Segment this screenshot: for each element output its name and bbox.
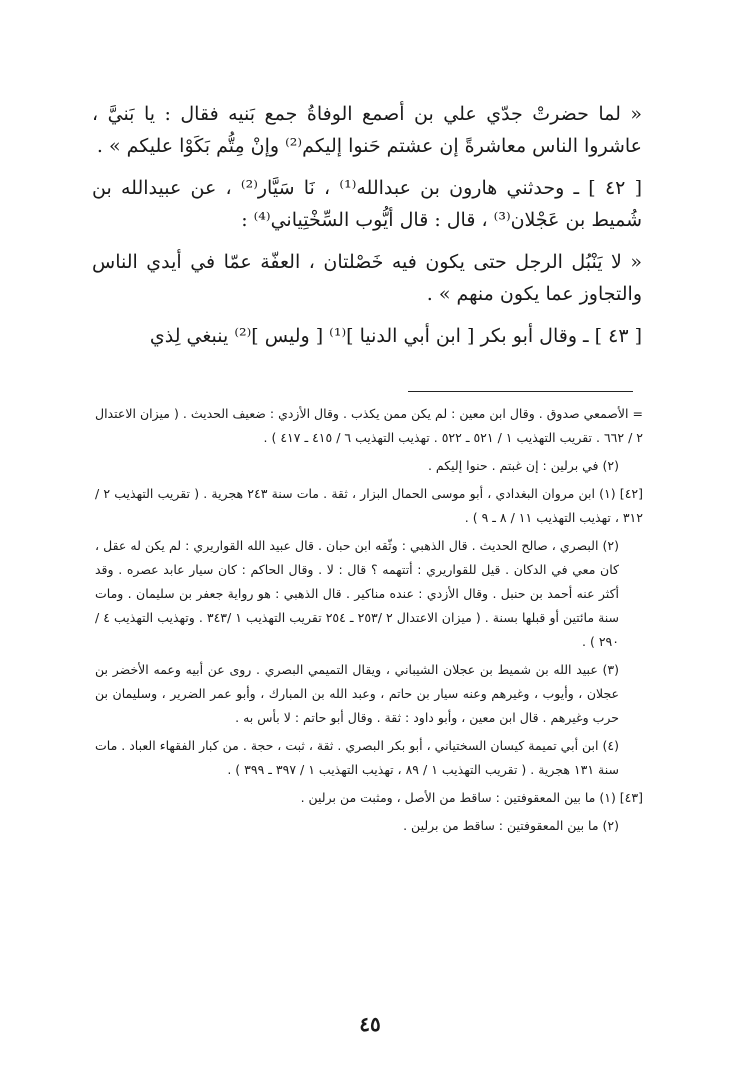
footnote-42-4: (٤) ابن أبي تميمة كيسان السختياني ، أبو بكر البصري . ثقة ، ثبت ، حجة . من كبار الفقهاء العباد . مات سنة ١٣١ هجرية . ( تقريب التهذيب ١ / ٨٩ ، تهذيب التهذيب ١ / ٣٩٧ ـ ٣٩٩ ) . bbox=[95, 738, 619, 777]
footnotes bbox=[95, 402, 643, 842]
footnote-42-1: [٤٢] (١) ابن مروان البغدادي ، أبو موسى الحمال البزار ، ثقة . مات سنة ٢٤٣ هجرية . ( تقريب التهذيب ٢ / ٣١٢ ، تهذيب التهذيب ١١ / ٨ ـ ٩ ) . bbox=[95, 486, 644, 525]
quote-paragraph-1: « لما حضرتْ جدّي علي بن أصمع الوفاةُ جمع بَنيه فقال : يا بَنيَّ ، عاشروا الناس معاشرةً إن عشتم حَنوا إليكم⁽²⁾ وإنْ مِتُّم بَكَوْا عليكم » . bbox=[92, 103, 642, 157]
footnote-42-3: (٣) عبيد الله بن شميط بن عجلان الشيباني ، ويقال التميمي البصري . روى عن أبيه وعمه الأخضر بن عجلان ، وأيوب ، وغيرهم وعنه سيار بن حاتم ، وعبد الله بن المبارك ، وأبو عمر الضرير ، وسليمان بن حرب وغيرهم . قال ابن معين ، وأبو داود : ثقة . وقال أبو حاتم : لا بأس به . bbox=[95, 662, 619, 725]
footnote-separator bbox=[408, 391, 633, 392]
footnote-43-2: (٢) ما بين المعقوفتين : ساقط من برلين . bbox=[403, 818, 619, 833]
footnote-42-2: (٢) البصري ، صالح الحديث . قال الذهبي : وثّقه ابن حبان . قال عبيد الله القواريري : لم يكن له عقل ، كان معي في الدكان . قيل للقواريري : أتتهمه ؟ قال : لا . وقال الحاكم : كان سيار عابد عصره . وقد أكثر عنه أحمد بن حنبل . وقال الأزدي : عنده مناكير . قال الذهبي : هو رواية جعفر بن سليمان . ومات سنة مائتين أو قبلها بسنة . ( ميزان الاعتدال ٢ /٢٥٣ ـ ٢٥٤ تقريب التهذيب ١ /٣٤٣ . وتهذيب التهذيب ٤ / ٢٩٠ ) . bbox=[95, 538, 620, 649]
narration-43: [ ٤٣ ] ـ وقال أبو بكر [ ابن أبي الدنيا ]⁽¹⁾ [ وليس ]⁽²⁾ ينبغي لِذي bbox=[149, 325, 642, 347]
footnote-43-1: [٤٣] (١) ما بين المعقوفتين : ساقط من الأصل ، ومثبت من برلين . bbox=[300, 790, 643, 805]
main-text bbox=[92, 98, 642, 362]
footnote-41-2: (٢) في برلين : إن غبتم . حنوا إليكم . bbox=[427, 458, 619, 473]
narration-42: [ ٤٢ ] ـ وحدثني هارون بن عبدالله⁽¹⁾ ، نَا سَيَّار⁽²⁾ ، عن عبيدالله بن شُميط بن عَجْلان⁽³⁾ ، قال : قال أيُّوب السِّخْتِياني⁽⁴⁾ : bbox=[92, 177, 643, 231]
footnote-continued: = الأصمعي صدوق . وقال ابن معين : لم يكن ممن يكذب . وقال الأزدي : ضعيف الحديث . ( ميزان الاعتدال ٢ / ٦٦٢ . تقريب التهذيب ١ / ٥٢١ ـ ٥٢٢ . تهذيب التهذيب ٦ / ٤١٥ ـ ٤١٧ ) . bbox=[95, 406, 643, 445]
page-number: ٤٥ bbox=[359, 1012, 381, 1036]
quote-paragraph-2: « لا يَنْبُل الرجل حتى يكون فيه خَصْلتان ، العفّة عمّا في أيدي الناس والتجاوز عما يكون منهم » . bbox=[92, 251, 643, 305]
